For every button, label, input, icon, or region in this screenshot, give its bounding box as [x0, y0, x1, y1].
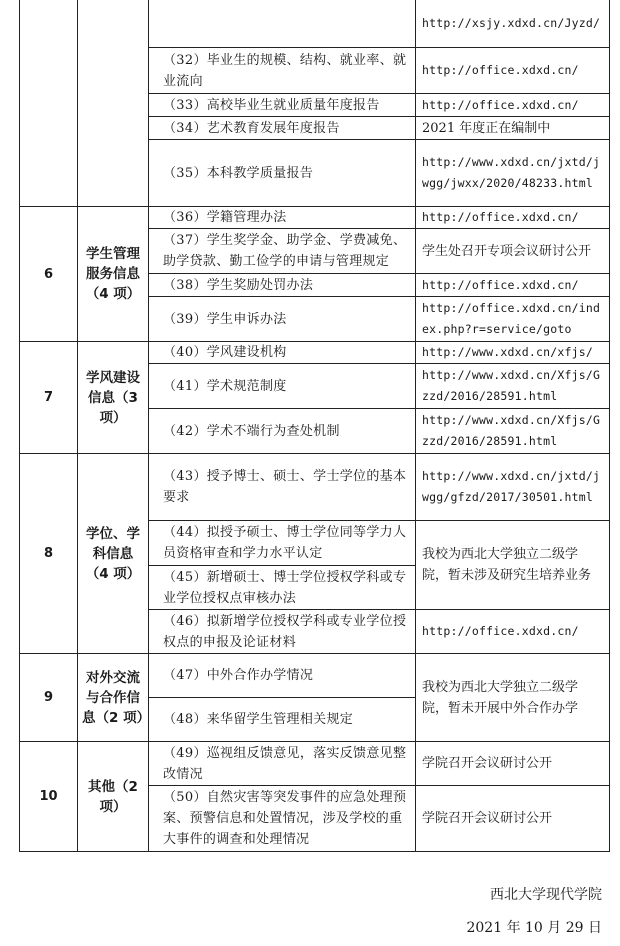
group-number: 8: [20, 454, 78, 654]
item-cell: （46）拟新增学位授权学科或专业学位授权点的申报及论证材料: [149, 610, 416, 654]
link-cell: http://www.xdxd.cn/Xfjs/Gzzd/2016/28591.html: [416, 409, 610, 454]
group-category-cell: [78, 0, 149, 207]
item-cell: （40）学风建设机构: [149, 342, 416, 364]
link-cell: http://office.xdxd.cn/: [416, 274, 610, 297]
signature-date: 2021 年 10 月 29 日: [466, 920, 602, 936]
group-category: 学生管理服务信息（4 项）: [78, 207, 149, 342]
link-cell: http://office.xdxd.cn/: [416, 610, 610, 654]
link-cell: http://www.xdxd.cn/Xfjs/Gzzd/2016/28591.html: [416, 364, 610, 409]
item-cell: （49）巡视组反馈意见，落实反馈意见整改情况: [149, 742, 416, 786]
status-cell: 学院召开会议研讨公开: [416, 786, 610, 852]
group-number: 6: [20, 207, 78, 342]
item-cell: （44）拟授予硕士、博士学位同等学力人员资格审查和学力水平认定: [149, 521, 416, 566]
group-category: 学风建设信息（3 项）: [78, 342, 149, 454]
link-cell: http://office.xdxd.cn/index.php?r=service/goto: [416, 297, 610, 342]
item-cell: （38）学生奖励处罚办法: [149, 274, 416, 297]
item-cell: （35）本科教学质量报告: [149, 140, 416, 207]
item-cell: （33）高校毕业生就业质量年度报告: [149, 94, 416, 117]
item-cell: （36）学籍管理办法: [149, 207, 416, 229]
group-category: 学位、学科信息（4 项）: [78, 454, 149, 654]
group-number-cell: [20, 0, 78, 207]
link-cell: http://office.xdxd.cn/: [416, 94, 610, 117]
item-cell: （32）毕业生的规模、结构、就业率、就业流向: [149, 48, 416, 94]
link-cell: http://www.xdxd.cn/jxtd/jwgg/gfzd/2017/30501.html: [416, 454, 610, 521]
item-cell: （39）学生申诉办法: [149, 297, 416, 342]
status-cell: 我校为西北大学独立二级学院，暂未开展中外合作办学: [416, 654, 610, 742]
signature-org: 西北大学现代学院: [490, 887, 602, 903]
group-number: 7: [20, 342, 78, 454]
link-cell: http://www.xdxd.cn/xfjs/: [416, 342, 610, 364]
item-cell: （45）新增硕士、博士学位授权学科或专业学位授权点审核办法: [149, 566, 416, 610]
group-category: 对外交流与合作信息（2 项）: [78, 654, 149, 742]
status-cell: 学院召开会议研讨公开: [416, 742, 610, 786]
item-cell: （50）自然灾害等突发事件的应急处理预案、预警信息和处置情况，涉及学校的重大事件的调查和处理情况: [149, 786, 416, 852]
item-cell: （37）学生奖学金、助学金、学费减免、助学贷款、勤工俭学的申请与管理规定: [149, 229, 416, 274]
link-cell: http://office.xdxd.cn/: [416, 48, 610, 94]
item-cell: （42）学术不端行为查处机制: [149, 409, 416, 454]
item-cell: （48）来华留学生管理相关规定: [149, 698, 416, 742]
status-cell: 2021 年度正在编制中: [416, 117, 610, 140]
item-cell: （47）中外合作办学情况: [149, 654, 416, 698]
disclosure-table: [19, 0, 610, 852]
link-cell: http://www.xdxd.cn/jxtd/jwgg/jwxx/2020/48233.html: [416, 140, 610, 207]
item-cell: （34）艺术教育发展年度报告: [149, 117, 416, 140]
status-cell: 我校为西北大学独立二级学院，暂未涉及研究生培养业务: [416, 521, 610, 610]
group-number: 9: [20, 654, 78, 742]
link-cell: http://xsjy.xdxd.cn/Jyzd/: [416, 0, 610, 48]
link-cell: http://office.xdxd.cn/: [416, 207, 610, 229]
group-category: 其他（2 项）: [78, 742, 149, 852]
group-number: 10: [20, 742, 78, 852]
status-cell: 学生处召开专项会议研讨公开: [416, 229, 610, 274]
item-cell: （41）学术规范制度: [149, 364, 416, 409]
item-cell: [149, 0, 416, 48]
item-cell: （43）授予博士、硕士、学士学位的基本要求: [149, 454, 416, 521]
